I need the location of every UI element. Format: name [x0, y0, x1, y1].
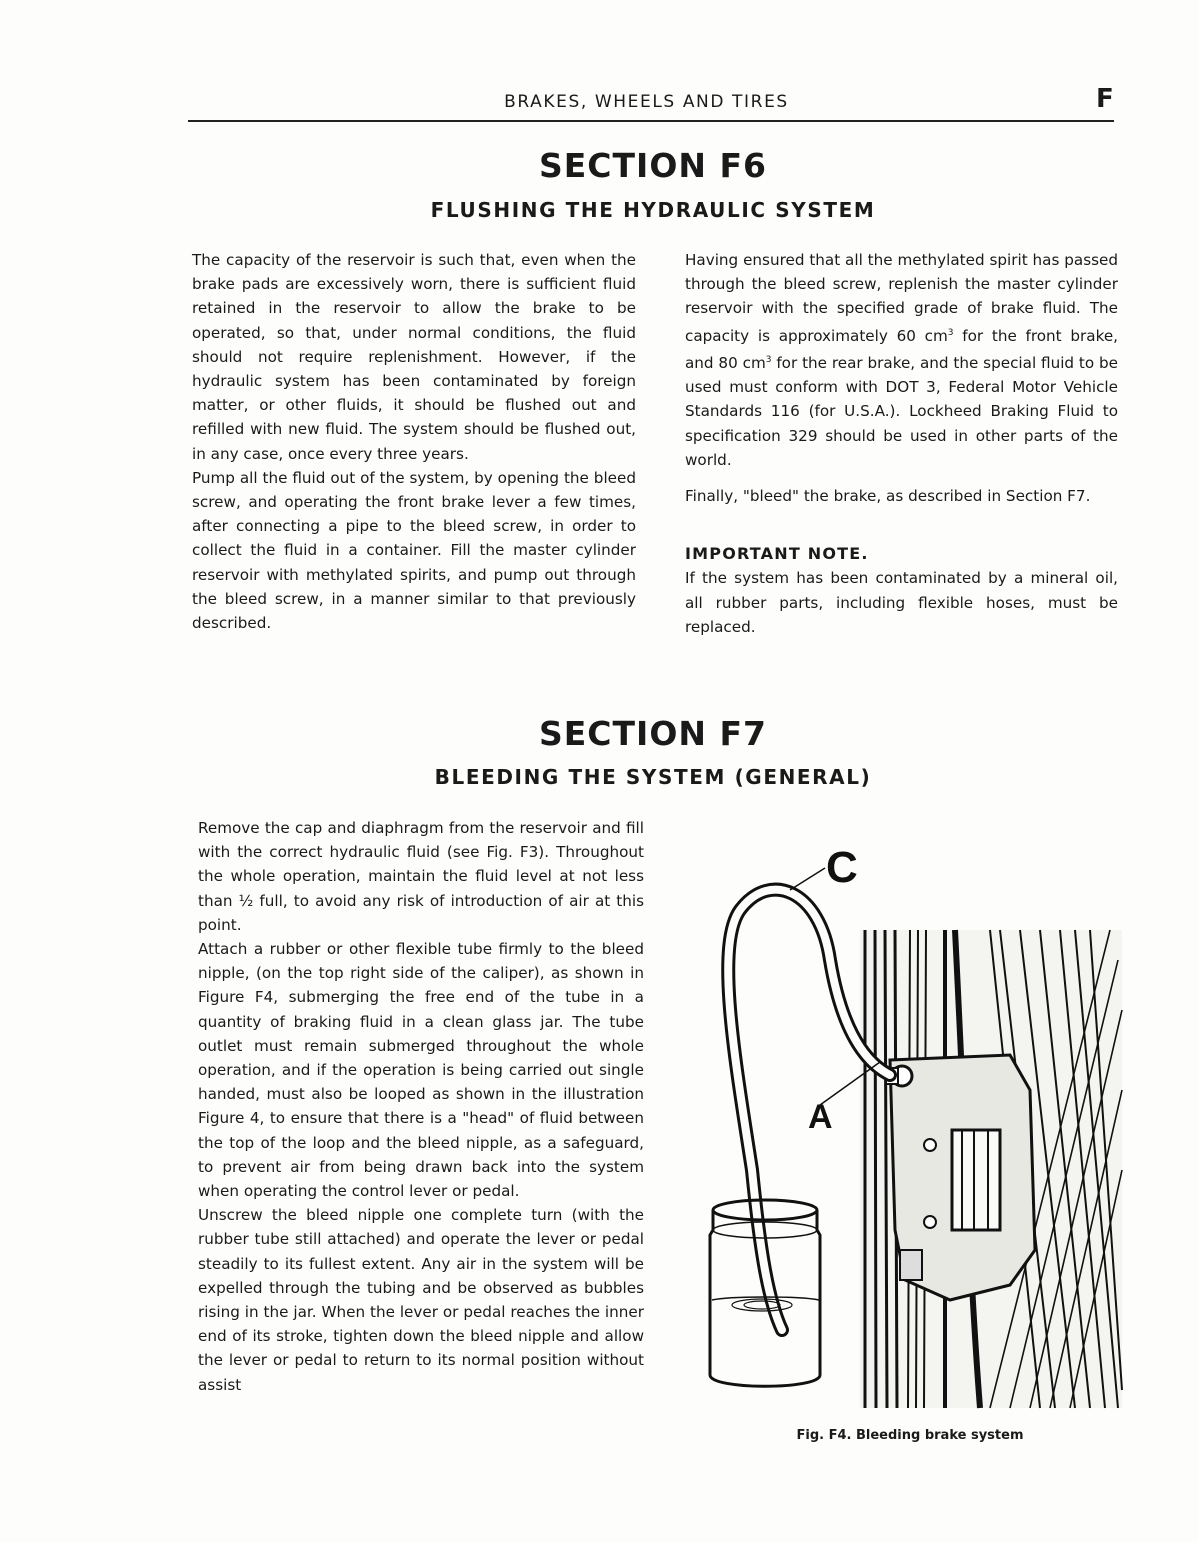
chapter-letter: F: [1096, 84, 1114, 114]
section-f7-left-column: [198, 816, 644, 1397]
text-run: Having ensured that all the methylated spirit has passed through the bleed screw, replenish the master cylinder reservoir with the specified grade of brake fluid. The capacity is approximately 60 cm: [685, 251, 1118, 345]
paragraph: The capacity of the reservoir is such that, even when the brake pads are excessively worn, there is sufficient fluid retained in the reservoir to allow the brake to be operated, so that, under normal conditions, the fluid should not require replenishment. However, if the hydraulic system has been contaminated by foreign matter, or other fluids, it should be flushed out and refilled with new fluid. The system should be flushed out, in any case, once every three years.: [192, 251, 636, 463]
paragraph-capacity: [685, 248, 1118, 472]
section-f7-title: SECTION F7: [539, 714, 767, 753]
figure-label-a: A: [808, 1098, 833, 1136]
text-run: for the rear brake, and the special fluid to be used must conform with DOT 3, Federal Motor Vehicle Standards 116 (for U.S.A.). Lockheed Braking Fluid to specification 329 should be used in other parts of the world.: [685, 353, 1118, 469]
section-f7-subtitle: BLEEDING THE SYSTEM (GENERAL): [434, 765, 872, 789]
superscript: 3: [765, 354, 772, 365]
caliper-illustration: [886, 1055, 1035, 1300]
header-rule: [188, 120, 1114, 122]
important-note-text: If the system has been contaminated by a mineral oil, all rubber parts, including flexible hoses, must be replaced.: [685, 569, 1118, 636]
section-f6-subtitle: FLUSHING THE HYDRAULIC SYSTEM: [430, 198, 876, 222]
paragraph-attach-tube: Attach a rubber or other flexible tube firmly to the bleed nipple, (on the top right side of the caliper), as shown in Figure F4, submerging the free end of the tube in a quantity of braking fluid in a clean glass jar. The tube outlet must remain submerged throughout the whole operation, and if the operation is being carried out single handed, must also be looped as shown in the illustration Figure 4, to ensure that there is a "head" of fluid between the top of the loop and the bleed nipple, as a safeguard, to prevent air from being drawn back into the system when operating the control lever or pedal.: [198, 940, 644, 1201]
figure-caption: Fig. F4. Bleeding brake system: [796, 1428, 1024, 1443]
important-note-heading: IMPORTANT NOTE.: [685, 544, 869, 564]
superscript: 3: [947, 327, 954, 338]
text-run: full, to avoid any risk of introduction of air at this point.: [198, 891, 644, 934]
figure-bleeding-brake-system: [690, 830, 1130, 1420]
running-header-title: BRAKES, WHEELS AND TIRES: [504, 92, 789, 112]
text-run: Remove the cap and diaphragm from the reservoir and fill with the correct hydraulic fluid (see Fig. F3). Throughout the whole operation, maintain the fluid level at not less than: [198, 819, 644, 910]
figure-label-c: C: [826, 843, 858, 892]
paragraph: Pump all the fluid out of the system, by opening the bleed screw, and operating the front brake lever a few times, after connecting a pipe to the bleed screw, in order to collect the fluid in a container. Fill the master cylinder reservoir with methylated spirits, and pump out through the bleed screw, in a manner similar to that previously described.: [192, 468, 636, 633]
text-run: for the front brake, and 80 cm: [685, 326, 1118, 372]
section-f6-left-column: [192, 248, 636, 635]
paragraph-unscrew: Unscrew the bleed nipple one complete turn (with the rubber tube still attached) and operate the lever or pedal steadily to its fullest extent. Any air in the system will be expelled through the tubing and be observed as bubbles rising in the jar. When the lever or pedal reaches the inner end of its stroke, tighten down the bleed nipple and allow the lever or pedal to return to its normal position without assist: [198, 1206, 644, 1394]
section-f6-right-column: [685, 248, 1118, 639]
fraction: ½: [238, 891, 254, 910]
paragraph-remove-cap: [198, 816, 644, 937]
paragraph-finally: Finally, "bleed" the brake, as described in Section F7.: [685, 486, 1091, 505]
section-f6-title: SECTION F6: [539, 146, 767, 185]
